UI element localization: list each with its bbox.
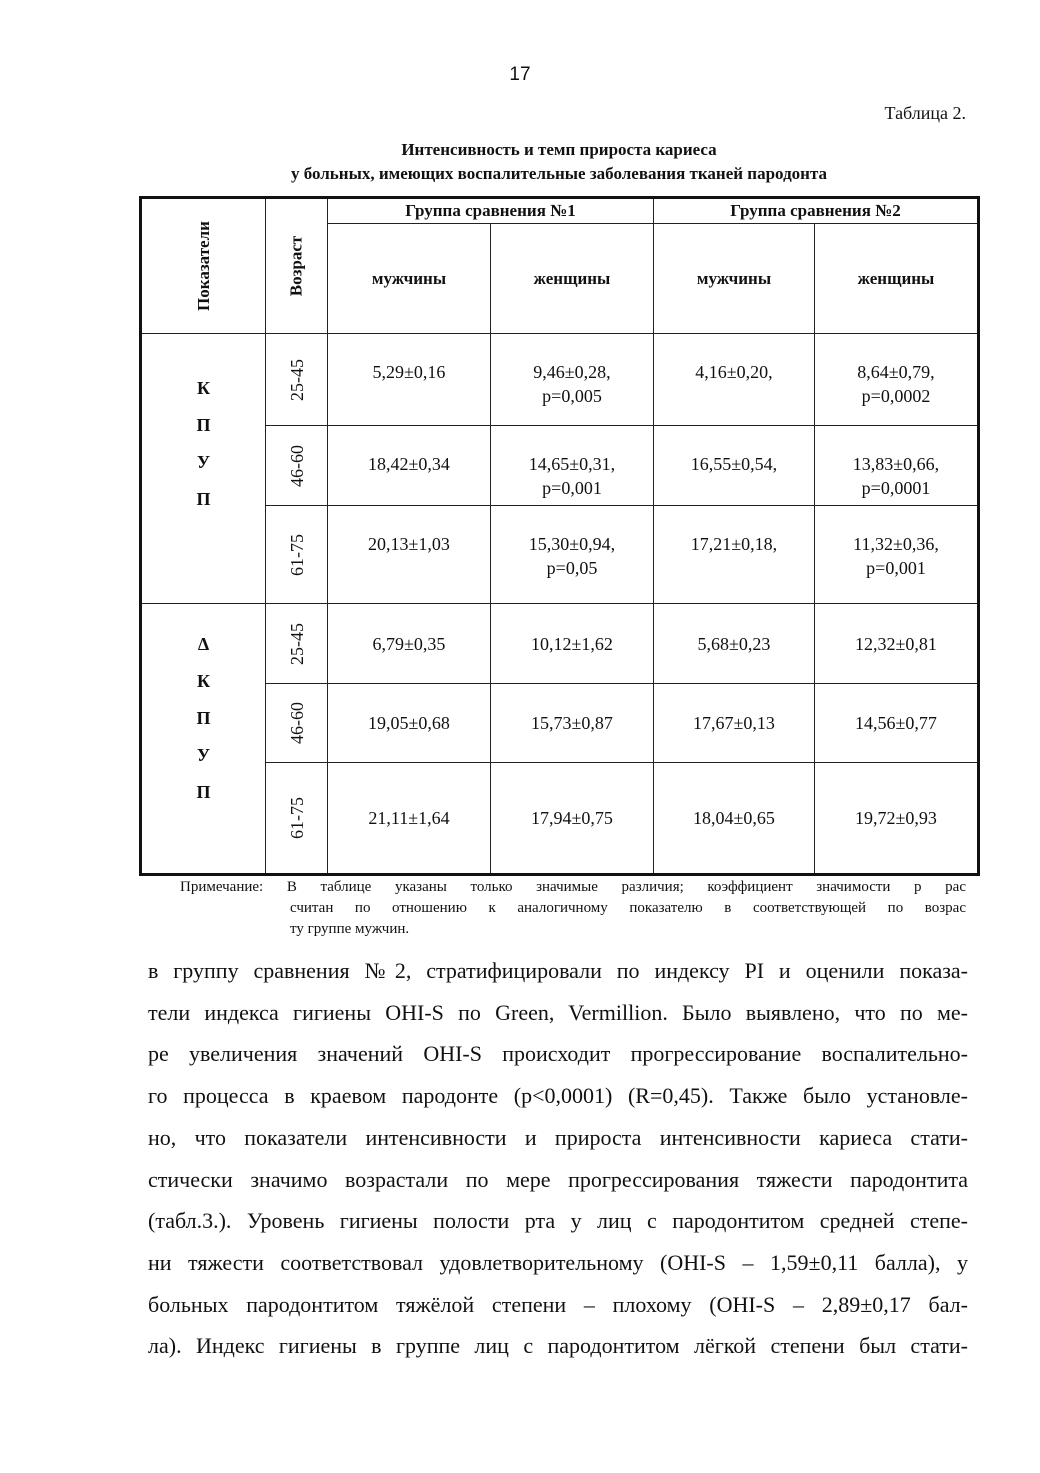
table-row bbox=[141, 604, 979, 684]
value-cell: 14,65±0,31, p=0,001 bbox=[491, 426, 654, 506]
body-line: тели индекса гигиены OHI-S по Green, Vermillion. Было выявлено, что по ме- bbox=[148, 999, 968, 1025]
note-line-1: Примечание: В таблице указаны только значимые различия; коэффициент значимости р рас bbox=[180, 879, 966, 895]
header-g2-women: женщины bbox=[815, 224, 979, 334]
body-line: в группу сравнения №2, стратифицировали по индексу PI и оценили показа- bbox=[148, 958, 968, 983]
table-caption bbox=[140, 138, 978, 186]
header-age: Возраст bbox=[266, 198, 328, 334]
body-line: больных пародонтитом тяжёлой степени – плохому (OHI-S – 2,89±0,17 бал- bbox=[148, 1291, 968, 1317]
table-row bbox=[141, 334, 979, 426]
body-line: стически значимо возрастали по мере прогрессирования тяжести пародонтита bbox=[148, 1166, 968, 1192]
header-g1-women: женщины bbox=[491, 224, 654, 334]
value-cell: 15,30±0,94, p=0,05 bbox=[491, 506, 654, 604]
table-row bbox=[141, 426, 979, 506]
value-cell: 10,12±1,62 bbox=[491, 604, 654, 684]
value-cell: 18,04±0,65 bbox=[654, 763, 815, 875]
value-cell: 17,94±0,75 bbox=[491, 763, 654, 875]
value-cell: 11,32±0,36, p=0,001 bbox=[815, 506, 979, 604]
header-group-2: Группа сравнения №2 bbox=[654, 198, 979, 224]
body-line: (табл.3.). Уровень гигиены полости рта у лиц с пародонтитом средней степе- bbox=[148, 1208, 968, 1234]
value-cell: 5,29±0,16 bbox=[328, 334, 491, 426]
value-cell: 5,68±0,23 bbox=[654, 604, 815, 684]
value-cell: 20,13±1,03 bbox=[328, 506, 491, 604]
value-cell: 8,64±0,79, p=0,0002 bbox=[815, 334, 979, 426]
value-cell: 9,46±0,28, p=0,005 bbox=[491, 334, 654, 426]
header-g1-men: мужчины bbox=[328, 224, 491, 334]
note-line-3: ту группе мужчин. bbox=[290, 921, 410, 937]
body-line: ла). Индекс гигиены в группе лиц с пародонтитом лёгкой степени был стати- bbox=[148, 1333, 968, 1359]
value-cell: 13,83±0,66, p=0,0001 bbox=[815, 426, 979, 506]
header-row-groups bbox=[141, 198, 979, 224]
age-cell: 46-60 bbox=[266, 426, 328, 506]
value-cell: 21,11±1,64 bbox=[328, 763, 491, 875]
table-row bbox=[141, 506, 979, 604]
value-cell: 14,56±0,77 bbox=[815, 684, 979, 763]
indicator-kpup: К П У П bbox=[141, 334, 266, 604]
body-line: ре увеличения значений OHI-S происходит прогрессирование воспалительно- bbox=[148, 1041, 968, 1067]
caption-line-2: у больных, имеющих воспалительные заболевания тканей пародонта bbox=[290, 164, 828, 183]
table-label: Таблица 2. bbox=[884, 103, 966, 123]
table-row bbox=[141, 763, 979, 875]
value-cell: 17,67±0,13 bbox=[654, 684, 815, 763]
age-cell: 25-45 bbox=[266, 334, 328, 426]
header-g2-men: мужчины bbox=[654, 224, 815, 334]
caries-table bbox=[139, 196, 980, 876]
value-cell: 12,32±0,81 bbox=[815, 604, 979, 684]
value-cell: 4,16±0,20, bbox=[654, 334, 815, 426]
age-cell: 25-45 bbox=[266, 604, 328, 684]
value-cell: 16,55±0,54, bbox=[654, 426, 815, 506]
body-line: го процесса в краевом пародонте (p<0,0001) (R=0,45). Также было установле- bbox=[148, 1083, 968, 1109]
value-cell: 6,79±0,35 bbox=[328, 604, 491, 684]
age-cell: 61-75 bbox=[266, 763, 328, 875]
age-cell: 61-75 bbox=[266, 506, 328, 604]
body-paragraph bbox=[148, 950, 968, 1367]
page-number: 17 bbox=[509, 64, 531, 85]
caption-line-1: Интенсивность и темп прироста кариеса bbox=[401, 140, 717, 159]
age-cell: 46-60 bbox=[266, 684, 328, 763]
header-indicators: Показатели bbox=[141, 198, 266, 334]
table-row bbox=[141, 684, 979, 763]
header-group-1: Группа сравнения №1 bbox=[328, 198, 654, 224]
body-line: но, что показатели интенсивности и прироста интенсивности кариеса стати- bbox=[148, 1124, 968, 1150]
value-cell: 15,73±0,87 bbox=[491, 684, 654, 763]
table-note bbox=[180, 877, 966, 940]
note-line-2: считан по отношению к аналогичному показателю в соответствующей по возрас bbox=[290, 900, 966, 916]
body-line: ни тяжести соответствовал удовлетворительному (OHI-S – 1,59±0,11 балла), у bbox=[148, 1249, 968, 1275]
value-cell: 18,42±0,34 bbox=[328, 426, 491, 506]
value-cell: 17,21±0,18, bbox=[654, 506, 815, 604]
value-cell: 19,72±0,93 bbox=[815, 763, 979, 875]
indicator-delta-kpup: Δ К П У П bbox=[141, 604, 266, 875]
value-cell: 19,05±0,68 bbox=[328, 684, 491, 763]
